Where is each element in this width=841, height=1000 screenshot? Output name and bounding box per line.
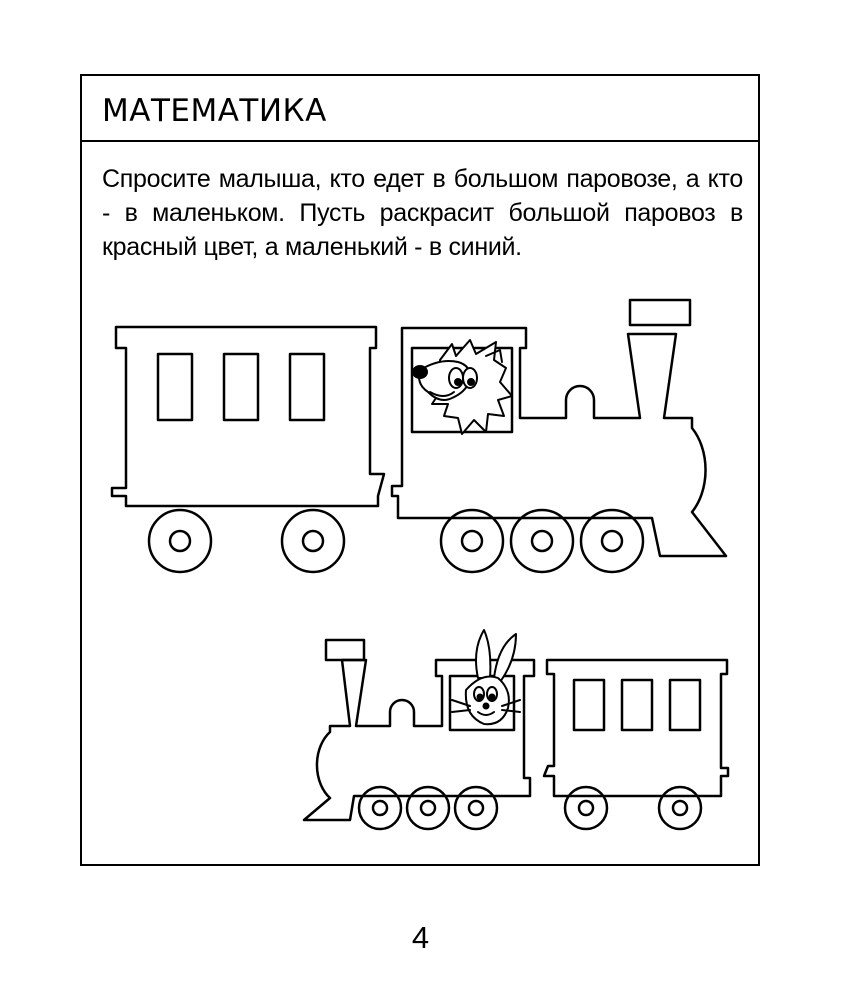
small-locomotive-wheel <box>455 787 497 829</box>
instructions-text: Спросите малыша, кто едет в большом паровозе, а кто - в маленьком. Пусть раскрасит большой паровоз в красный цвет, а маленький - в синий. <box>102 165 743 261</box>
small-locomotive-wheel <box>359 787 401 829</box>
wolf-nose <box>413 366 427 378</box>
large-carriage-window <box>224 354 258 420</box>
large-locomotive-wheel-hub <box>462 531 482 551</box>
large-locomotive-wheel <box>581 510 643 572</box>
small-train <box>304 630 728 829</box>
large-carriage-wheel-hub <box>170 531 190 551</box>
small-carriage-wheel <box>659 787 701 829</box>
small-carriage-wheel <box>565 787 607 829</box>
large-carriage-wheel <box>149 510 211 572</box>
small-carriage-window <box>574 680 604 730</box>
wolf-icon <box>413 340 512 434</box>
small-carriage-window <box>622 680 652 730</box>
page-title: МАТЕМАТИКА <box>102 93 327 129</box>
large-locomotive-wheel-hub <box>602 531 622 551</box>
large-carriage-wheel <box>282 510 344 572</box>
small-chimney-cap <box>326 640 364 660</box>
small-locomotive-wheel-hub <box>421 801 435 815</box>
small-locomotive-wheel-hub <box>373 801 387 815</box>
large-chimney-cap <box>630 300 690 325</box>
large-train <box>112 300 726 572</box>
small-carriage <box>544 660 728 829</box>
small-carriage-wheel-hub <box>673 801 687 815</box>
large-locomotive-wheel <box>511 510 573 572</box>
small-locomotive-wheel <box>407 787 449 829</box>
large-locomotive <box>392 300 726 572</box>
page-number: 4 <box>411 920 430 955</box>
large-locomotive-wheel <box>441 510 503 572</box>
large-locomotive-wheel-hub <box>532 531 552 551</box>
small-carriage-wheel-hub <box>579 801 593 815</box>
large-carriage-window <box>158 354 192 420</box>
small-locomotive-wheel-hub <box>469 801 483 815</box>
large-carriage-window <box>290 354 324 420</box>
large-carriage <box>112 327 384 572</box>
large-carriage-wheel-hub <box>303 531 323 551</box>
small-carriage-window <box>670 680 700 730</box>
